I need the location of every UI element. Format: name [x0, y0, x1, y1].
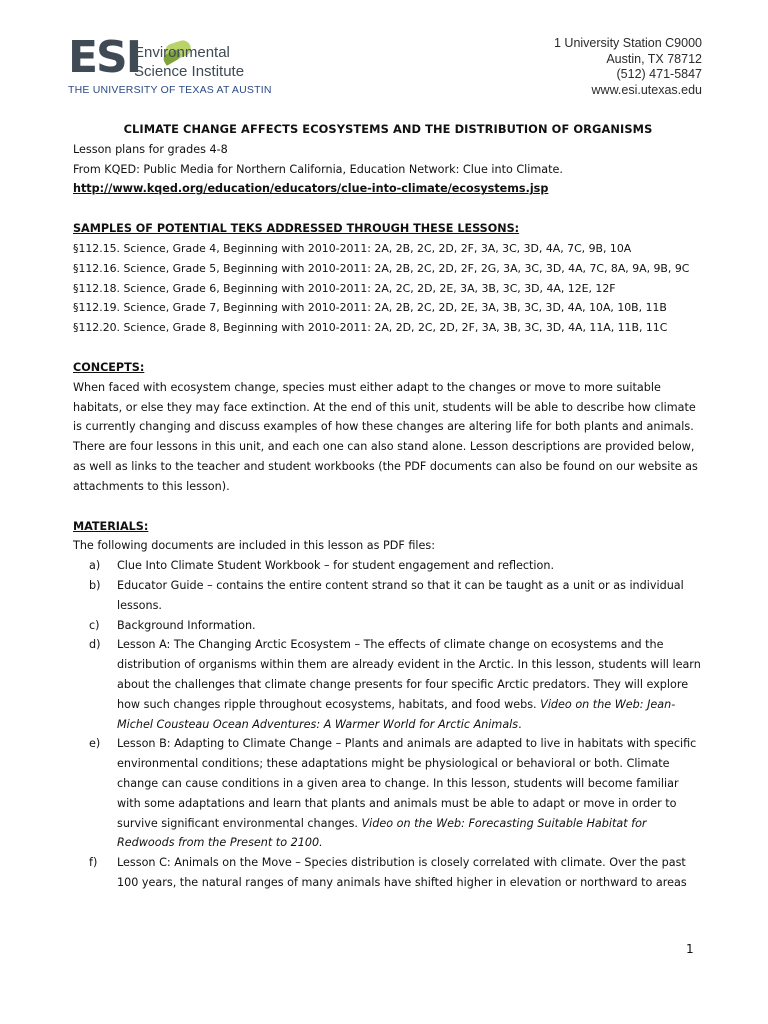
materials-intro: The following documents are included in this lesson as PDF files:: [73, 539, 435, 553]
phone-number: (512) 471-5847: [616, 67, 702, 81]
list-marker: d): [89, 638, 101, 652]
teks-line: §112.20. Science, Grade 8, Beginning with 2010-2011: 2A, 2D, 2C, 2D, 2F, 3A, 3B, 3C, 3D, 4A, 11A, 11B, 11C: [73, 321, 668, 335]
spacer: [73, 497, 703, 517]
list-item: [73, 734, 703, 853]
logo-mark: ESI: [68, 32, 141, 83]
list-marker: f): [89, 856, 98, 870]
website-url: www.esi.utexas.edu: [591, 82, 702, 97]
list-item: [73, 853, 703, 893]
spacer: [73, 199, 703, 219]
teks-line: §112.15. Science, Grade 4, Beginning with 2010-2011: 2A, 2B, 2C, 2D, 2F, 3A, 3C, 3D, 4A, 7C, 9B, 10A: [73, 241, 632, 255]
contact-address: [554, 36, 702, 98]
document-title: CLIMATE CHANGE AFFECTS ECOSYSTEMS AND THE DISTRIBUTION OF ORGANISMS: [123, 122, 653, 136]
page-number: 1: [686, 942, 694, 956]
list-item-text: Clue Into Climate Student Workbook – for student engagement and reflection.: [117, 559, 555, 573]
address-street: 1 University Station C9000: [554, 36, 702, 50]
teks-line: §112.18. Science, Grade 6, Beginning with 2010-2011: 2A, 2C, 2D, 2E, 3A, 3B, 3C, 3D, 4A, 12E, 12F: [73, 281, 616, 295]
list-item-tail: .: [518, 717, 522, 731]
list-item: [73, 616, 703, 636]
list-item: [73, 576, 703, 616]
concepts-heading: CONCEPTS:: [73, 360, 145, 374]
org-name-line-1: Environmental: [134, 44, 230, 61]
spacer: [73, 338, 703, 358]
list-item-text: Lesson A: The Changing Arctic Ecosystem – The effects of climate change on ecosystems and the distribution of organisms within them are already evident in the Arctic. In this lesson, students will learn about the challenges that climate change presents for four specific Arctic predators. They will explore how such changes ripple throughout ecosystems, habitats, and food webs.: [117, 638, 701, 711]
list-item-text: Lesson C: Animals on the Move – Species distribution is closely correlated with climate. Over the past 100 years, the natural ranges of many animals have shifted higher in elevation or northward to areas: [117, 856, 687, 889]
list-item-text: Educator Guide – contains the entire content strand so that it can be taught as a unit or as individual lessons.: [117, 578, 684, 612]
teks-line: §112.19. Science, Grade 7, Beginning with 2010-2011: 2A, 2B, 2C, 2D, 2E, 3A, 3B, 3C, 3D, 4A, 10A, 10B, 11B: [73, 301, 667, 315]
intro-source: From KQED: Public Media for Northern California, Education Network: Clue into Climate.: [73, 162, 563, 176]
video-reference: Video on the Web: Forecasting Suitable Habitat for Redwoods from the Present to 2100.: [117, 816, 647, 850]
video-reference: Video on the Web: Jean-Michel Cousteau Ocean Adventures: A Warmer World for Arctic Animals: [117, 697, 676, 731]
address-city: Austin, TX 78712: [606, 51, 702, 66]
letterhead: [0, 0, 768, 110]
organization-name: [134, 43, 244, 81]
list-marker: c): [89, 618, 100, 632]
esi-logo: [68, 32, 272, 102]
university-tagline: THE UNIVERSITY OF TEXAS AT AUSTIN: [68, 84, 272, 96]
source-link[interactable]: http://www.kqed.org/education/educators/clue-into-climate/ecosystems.jsp: [73, 182, 549, 196]
intro-grades: Lesson plans for grades 4-8: [73, 142, 228, 156]
list-item-text: Background Information.: [117, 618, 256, 632]
document-body: [73, 120, 703, 893]
teks-line: §112.16. Science, Grade 5, Beginning with 2010-2011: 2A, 2B, 2C, 2D, 2F, 2G, 3A, 3C, 3D, 4A, 7C, 8A, 9A, 9B, 9C: [73, 261, 690, 275]
list-item: [73, 556, 703, 576]
concepts-paragraph: When faced with ecosystem change, species must either adapt to the changes or move to more suitable habitats, or else they may face extinction. At the end of this unit, students will be able to describe how climate is currently changing and discuss examples of how these changes are altering life for both plants and animals. There are four lessons in this unit, and each one can also stand alone. Lesson descriptions are provided below, as well as links to the teacher and student workbooks (the PDF documents can also be found on our website as attachments to this lesson).: [73, 380, 698, 493]
materials-heading: MATERIALS:: [73, 519, 149, 533]
materials-list: [73, 556, 703, 893]
list-item-text: Lesson B: Adapting to Climate Change – Plants and animals are adapted to live in habitats with specific environmental conditions; these adaptations might be physiological or behavioral or both. Climate change can cause conditions in a given area to change. In this lesson, students will become familiar with some adaptations and learn that plants and animals must be able to adapt or move in order to survive significant environmental changes.: [117, 737, 697, 830]
list-marker: b): [89, 578, 101, 592]
list-marker: e): [89, 737, 101, 751]
org-name-line-2: Science Institute: [134, 63, 245, 80]
list-marker: a): [89, 559, 101, 573]
list-item: [73, 635, 703, 734]
teks-heading: SAMPLES OF POTENTIAL TEKS ADDRESSED THROUGH THESE LESSONS:: [73, 222, 520, 236]
